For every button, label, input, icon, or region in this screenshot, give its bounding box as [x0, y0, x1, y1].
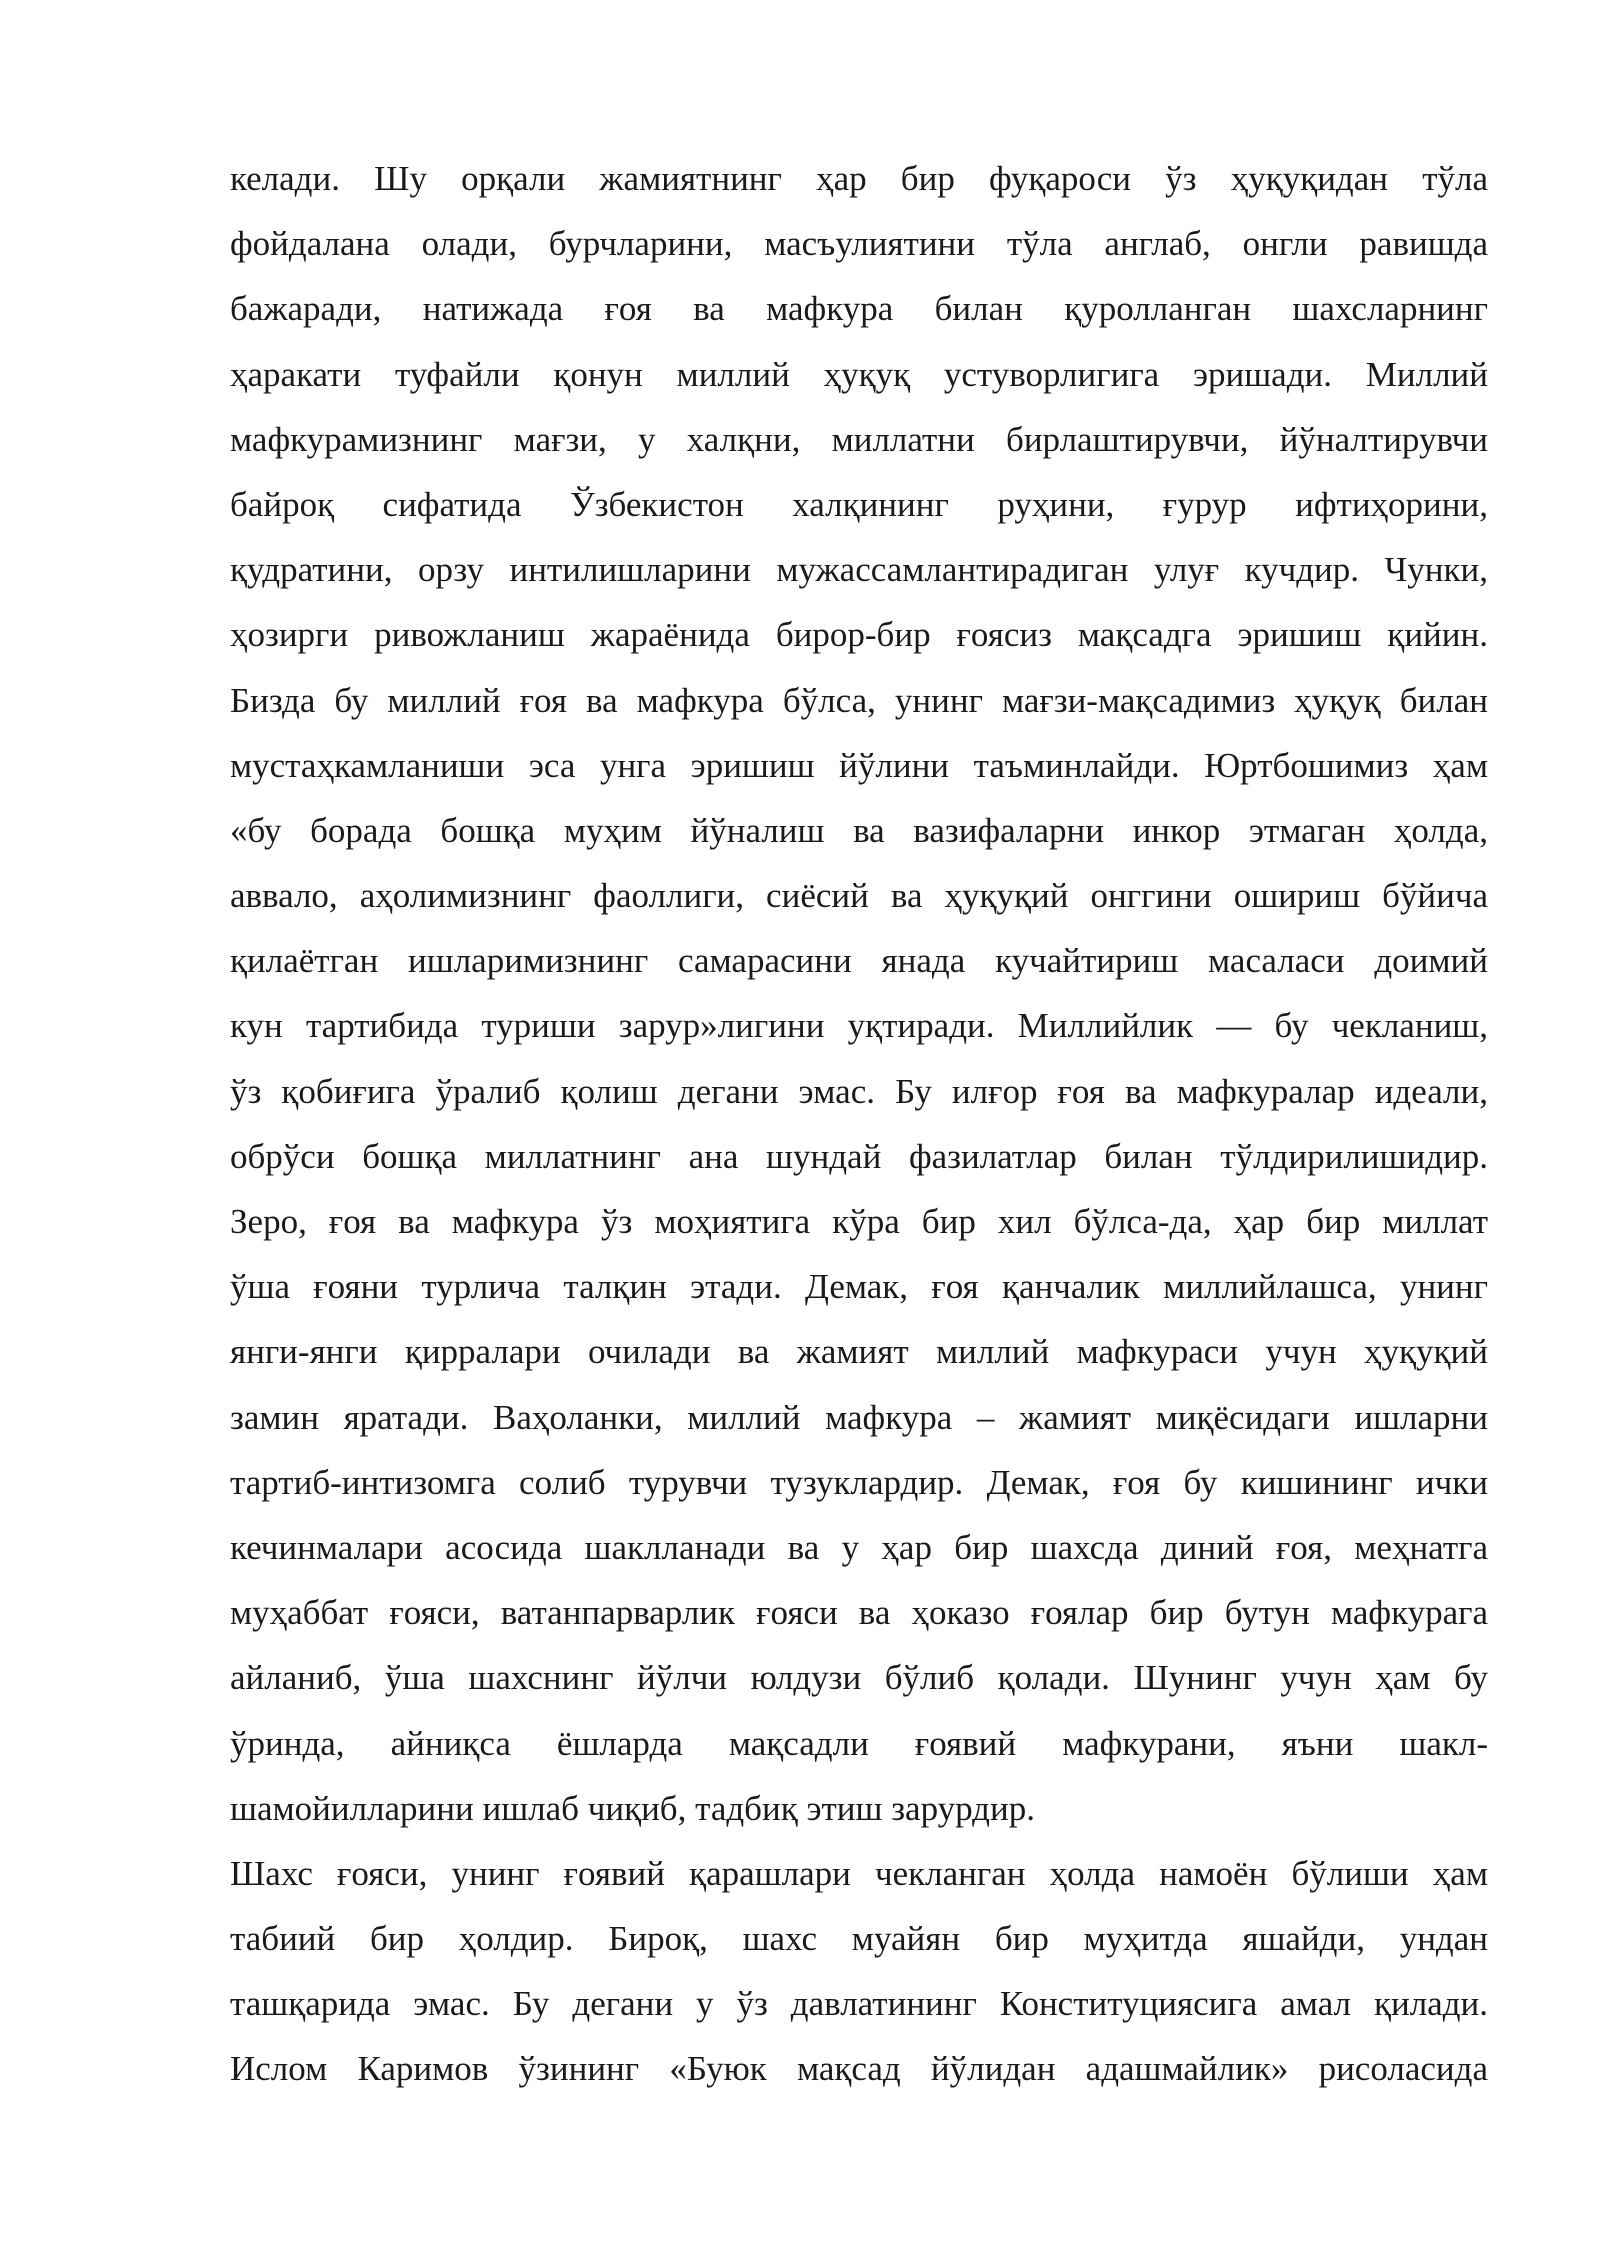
text-line: ҳаракати туфайли қонун миллий ҳуқуқ устуворлигига эришади. Миллий [230, 354, 1488, 394]
text-line: Зеро, ғоя ва мафкура ўз моҳиятига кўра бир хил бўлса-да, ҳар бир миллат [230, 1202, 1488, 1241]
paragraph-1 [230, 146, 1488, 1841]
text-line: бажаради, натижада ғоя ва мафкура билан қуролланган шахсларнинг [230, 289, 1488, 329]
text-line: табиий бир ҳолдир. Бироқ, шахс муайян бир муҳитда яшайди, ундан [230, 1919, 1488, 1959]
text-line: келади. Шу орқали жамиятнинг ҳар бир фуқароси ўз ҳуқуқидан тўла [230, 159, 1488, 198]
text-line: шамойилларини ишлаб чиқиб, тадбиқ этиш зарурдир. [230, 1788, 1035, 1828]
text-line: ўз қобиғига ўралиб қолиш дегани эмас. Бу илғор ғоя ва мафкуралар идеали, [230, 1071, 1488, 1111]
text-line: қилаётган ишларимизнинг самарасини янада кучайтириш масаласи доимий [230, 941, 1488, 981]
text-line: кечинмалари асосида шаклланади ва у ҳар бир шахсда диний ғоя, меҳнатга [230, 1527, 1488, 1567]
text-line: ўша ғояни турлича талқин этади. Демак, ғоя қанчалик миллийлашса, унинг [230, 1267, 1488, 1307]
text-line: мустаҳкамланиши эса унга эришиш йўлини таъминлайди. Юртбошимиз ҳам [230, 745, 1488, 785]
text-line: ўринда, айниқса ёшларда мақсадли ғоявий мафкурани, яъни шакл- [230, 1723, 1488, 1763]
paragraph-2 [230, 1841, 1488, 2102]
document-body [230, 146, 1488, 2102]
text-line: тартиб-интизомга солиб турувчи тузуклардир. Демак, ғоя бу кишининг ички [230, 1462, 1488, 1502]
text-line: айланиб, ўша шахснинг йўлчи юлдузи бўлиб қолади. Шунинг учун ҳам бу [230, 1658, 1488, 1698]
text-line: янги-янги қирралари очилади ва жамият миллий мафкураси учун ҳуқуқий [230, 1332, 1488, 1372]
text-line: муҳаббат ғояси, ватанпарварлик ғояси ва ҳоказо ғоялар бир бутун мафкурага [230, 1593, 1488, 1633]
text-line: қудратини, орзу интилишларини мужассамлантирадиган улуғ кучдир. Чунки, [230, 550, 1488, 590]
text-line: аввало, аҳолимизнинг фаоллиги, сиёсий ва ҳуқуқий онггини ошириш бўйича [230, 876, 1488, 916]
text-line: «бу борада бошқа муҳим йўналиш ва вазифаларни инкор этмаган ҳолда, [230, 810, 1488, 850]
text-line: обрўси бошқа миллатнинг ана шундай фазилатлар билан тўлдирилишидир. [230, 1136, 1488, 1176]
text-line: ҳозирги ривожланиш жараёнида бирор-бир ғоясиз мақсадга эришиш қийин. [230, 615, 1488, 655]
text-line: байроқ сифатида Ўзбекистон халқининг руҳини, ғурур ифтиҳорини, [230, 484, 1488, 524]
text-line: кун тартибида туриши зарур»лигини уқтиради. Миллийлик — бу чекланиш, [230, 1006, 1488, 1046]
text-line: Бизда бу миллий ғоя ва мафкура бўлса, унинг мағзи-мақсадимиз ҳуқуқ билан [230, 680, 1488, 720]
text-line: замин яратади. Ваҳоланки, миллий мафкура – жамият миқёсидаги ишларни [230, 1397, 1488, 1437]
text-line: мафкурамизнинг мағзи, у халқни, миллатни бирлаштирувчи, йўналтирувчи [230, 419, 1488, 459]
text-line: ташқарида эмас. Бу дегани у ўз давлатининг Конституциясига амал қилади. [230, 1984, 1488, 2024]
text-line: Шахс ғояси, унинг ғоявий қарашлари чекланган ҳолда намоён бўлиши ҳам [230, 1853, 1488, 1893]
text-line: Ислом Каримов ўзининг «Буюк мақсад йўлидан адашмайлик» рисоласида [230, 2049, 1488, 2089]
text-line: фойдалана олади, бурчларини, масъулиятини тўла англаб, онгли равишда [230, 224, 1488, 264]
